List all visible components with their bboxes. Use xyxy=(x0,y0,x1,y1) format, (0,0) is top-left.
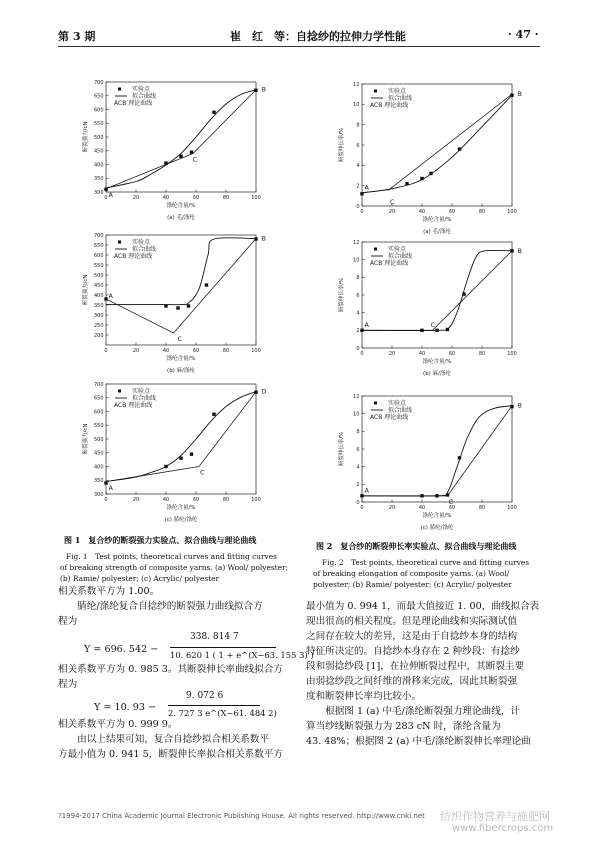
corr-line-2: 相关系数平方为 0. 985 3。其断裂伸长率曲线拟合方 xyxy=(58,664,283,675)
equation-2-fraction-bar xyxy=(168,705,260,706)
figure-1b-chart xyxy=(68,227,268,379)
x-tick-label: 0 xyxy=(104,497,108,503)
subfigure-label: (b) 麻/涤纶 xyxy=(423,371,451,377)
legend-marker-exp xyxy=(118,88,121,91)
legend-label-fit: 拟合曲线 xyxy=(132,93,157,100)
right-line-5: 段和弱捻纱段 [1]，在拉伸断裂过程中，其断裂主要 xyxy=(306,661,525,672)
x-tick-label: 80 xyxy=(478,505,486,511)
data-point xyxy=(179,155,182,158)
x-tick-label: 80 xyxy=(222,348,230,354)
x-tick-label: 80 xyxy=(222,497,230,503)
x-axis-label: 涤纶含量/% xyxy=(166,203,196,209)
legend-label-fit: 拟合曲线 xyxy=(388,407,413,414)
legend-label-exp: 实验点 xyxy=(132,388,151,395)
legend-label-exp: 实验点 xyxy=(388,400,407,407)
data-point xyxy=(360,329,363,332)
x-tick-label: 20 xyxy=(388,505,396,511)
data-point xyxy=(212,413,215,416)
data-point xyxy=(187,304,190,307)
x-tick-label: 40 xyxy=(418,505,426,511)
legend-label-exp: 实验点 xyxy=(132,239,151,246)
curve-point-label: B xyxy=(261,85,266,94)
y-tick-label: 10 xyxy=(353,257,360,264)
y-tick-label: 8 xyxy=(356,122,360,129)
issue-number: 第 3 期 xyxy=(58,30,96,43)
data-point xyxy=(190,452,193,455)
x-tick-label: 60 xyxy=(192,195,200,201)
x-axis-label: 涤纶含量/% xyxy=(166,356,196,362)
y-axis-label: 断裂强力/cN xyxy=(83,423,89,455)
subfigure-label: (a) 毛/涤纶 xyxy=(167,215,195,221)
y-tick-label: 200 xyxy=(93,332,104,339)
y-axis-label: 断裂伸长率/% xyxy=(339,127,345,163)
plot-frame xyxy=(362,242,512,348)
plot-frame xyxy=(362,396,512,502)
right-line-10: 43. 48%；根据图 2 (a) 中毛/涤纶断裂伸长率理论曲 xyxy=(306,736,531,747)
y-tick-label: 400 xyxy=(93,162,104,169)
figure-1-caption-en-3: (b) Ramie/ polyester; (c) Acrylic/ polyester xyxy=(60,574,220,583)
right-line-2: 现出很高的相关程度。但是理论曲线和实际测试值 xyxy=(306,616,518,627)
x-axis-label: 涤纶含量/% xyxy=(166,505,196,511)
figure-2c-chart xyxy=(324,388,524,536)
y-tick-label: 500 xyxy=(93,272,104,279)
curve-point-label: C xyxy=(448,498,454,506)
x-tick-label: 80 xyxy=(478,351,486,357)
figure-2-caption: 图 2 复合纱的断裂伸长率实验点、拟合曲线与理论曲线 xyxy=(316,541,517,551)
curve-point-label: B xyxy=(517,90,522,99)
subfigure-label: (b) 麻/涤纶 xyxy=(167,368,195,374)
x-tick-label: 0 xyxy=(360,209,364,215)
para-1-line-2: 程为 xyxy=(58,616,78,627)
curve-point-label: A xyxy=(364,486,369,495)
curve-point-label: D xyxy=(261,387,267,396)
y-axis-label: 断裂强力/cN xyxy=(83,121,89,153)
corr-line-2b: 程为 xyxy=(58,679,78,690)
y-tick-label: 650 xyxy=(93,395,104,402)
y-tick-label: 6 xyxy=(356,142,360,149)
equation-1-denominator: 10. 620 1 ( 1 + e^(X−63. 155 3) ) xyxy=(170,650,314,660)
x-axis-label: 涤纶含量/% xyxy=(422,513,452,519)
curve-point-label: B xyxy=(517,401,522,410)
right-line-3: 之间存在较大的差异，这是由于自捻纱本身的结构 xyxy=(306,631,518,642)
data-point xyxy=(446,328,449,331)
y-tick-label: 12 xyxy=(353,81,360,88)
right-line-1: 最小值为 0. 994 1，而最大值接近 1. 00，曲线拟合表 xyxy=(306,601,540,612)
curve-point-label: A xyxy=(108,483,113,492)
subfigure-label: (c) 腈纶/涤纶 xyxy=(420,525,454,531)
legend-marker-exp xyxy=(374,248,377,251)
curve-point-label: C xyxy=(430,321,436,330)
y-tick-label: 300 xyxy=(93,312,104,319)
data-point xyxy=(212,111,215,114)
equation-2-numerator: 9. 072 6 xyxy=(186,691,224,701)
curve-point-label: B xyxy=(261,234,266,243)
legend-label-fit: 拟合曲线 xyxy=(132,395,157,402)
y-tick-label: 6 xyxy=(356,292,360,299)
y-tick-label: 2 xyxy=(356,328,360,335)
data-point xyxy=(164,161,167,164)
data-point xyxy=(420,329,423,332)
y-tick-label: 350 xyxy=(93,176,104,183)
y-tick-label: 350 xyxy=(93,302,104,309)
x-tick-label: 40 xyxy=(418,209,426,215)
data-point xyxy=(205,283,208,286)
x-tick-label: 100 xyxy=(507,505,517,511)
x-tick-label: 60 xyxy=(192,497,200,503)
y-tick-label: 400 xyxy=(93,292,104,299)
right-line-4: 特征所决定的。自捻纱本身存在 2 种纱段：有捻纱 xyxy=(306,646,520,657)
x-tick-label: 80 xyxy=(478,209,486,215)
legend-marker-exp xyxy=(374,90,377,93)
equation-1-lhs: Y = 696. 542 − xyxy=(84,644,159,655)
data-point xyxy=(360,192,363,195)
x-tick-label: 80 xyxy=(222,195,230,201)
equation-1-numerator: 338. 814 7 xyxy=(190,632,239,642)
legend-label-exp: 实验点 xyxy=(132,86,151,93)
legend-label-theory: ACB 理论曲线 xyxy=(114,402,153,409)
y-tick-label: 8 xyxy=(356,429,360,436)
y-tick-label: 600 xyxy=(93,252,104,259)
curve-point-label: C xyxy=(192,155,198,164)
data-point xyxy=(458,456,461,459)
y-tick-label: 600 xyxy=(93,409,104,416)
data-point xyxy=(435,494,438,497)
y-tick-label: 2 xyxy=(356,183,360,190)
corr-line-1: 相关系数平方为 1.00。 xyxy=(58,586,160,597)
right-line-9: 算当纱线断裂强力为 283 cN 时，涤纶含量为 xyxy=(306,721,501,732)
data-point xyxy=(164,465,167,468)
y-tick-label: 600 xyxy=(93,107,104,114)
y-tick-label: 12 xyxy=(353,393,360,400)
y-tick-label: 650 xyxy=(93,93,104,100)
y-tick-label: 700 xyxy=(93,381,104,388)
figure-2-caption-en-3: polyester; (b) Ramie/ polyester; (c) Acrylic/ polyester xyxy=(313,580,512,589)
y-tick-label: 4 xyxy=(356,163,360,170)
data-point xyxy=(462,292,465,295)
figure-2a-chart xyxy=(324,76,524,240)
running-title: 崔 红 等：自捻纱的拉伸力学性能 xyxy=(230,30,406,43)
data-point xyxy=(420,494,423,497)
y-tick-label: 0 xyxy=(356,345,360,352)
x-tick-label: 40 xyxy=(418,351,426,357)
data-point xyxy=(179,457,182,460)
y-tick-label: 650 xyxy=(93,242,104,249)
y-axis-label: 断裂伸长率/% xyxy=(339,277,345,313)
y-tick-label: 2 xyxy=(356,482,360,489)
y-tick-label: 550 xyxy=(93,423,104,430)
data-point xyxy=(104,188,107,191)
y-tick-label: 400 xyxy=(93,464,104,471)
fit-curve xyxy=(106,238,256,305)
x-tick-label: 0 xyxy=(360,351,364,357)
subfigure-label: (a) 毛/涤纶 xyxy=(423,229,451,235)
y-tick-label: 450 xyxy=(93,450,104,457)
x-tick-label: 20 xyxy=(132,348,140,354)
para-2-line-1: 由以上结果可知，复合自捻纱拟合相关系数平 xyxy=(58,734,270,745)
figure-1-caption-en-2: of breaking strength of composite yarns. (a) Wool/ polyester; xyxy=(60,563,288,572)
data-point xyxy=(510,93,513,96)
figure-2-caption-en-2: of breaking elongation of composite yarns. (a) Wool/ xyxy=(313,569,510,578)
legend-label-fit: 拟合曲线 xyxy=(132,246,157,253)
right-line-8: 根据图 1 (a) 中毛/涤纶断裂强力理论曲线，计 xyxy=(306,706,520,717)
watermark-url: www.fibercrops.com xyxy=(452,823,554,834)
x-tick-label: 60 xyxy=(448,505,456,511)
curve-point-label: C xyxy=(200,468,205,477)
x-tick-label: 100 xyxy=(251,497,261,503)
x-tick-label: 100 xyxy=(507,209,517,215)
legend-label-theory: ACB 理论曲线 xyxy=(370,414,409,421)
y-tick-label: 0 xyxy=(356,499,360,506)
curve-point-label: A xyxy=(364,321,369,330)
data-point xyxy=(510,405,513,408)
x-tick-label: 60 xyxy=(448,351,456,357)
y-axis-label: 断裂伸长率/% xyxy=(339,431,345,467)
y-tick-label: 450 xyxy=(93,282,104,289)
x-tick-label: 60 xyxy=(448,209,456,215)
corr-line-3: 相关系数平方为 0. 999 9。 xyxy=(58,719,178,730)
x-tick-label: 0 xyxy=(360,505,364,511)
data-point xyxy=(254,237,257,240)
y-tick-label: 500 xyxy=(93,134,104,141)
legend-label-theory: ACB 理论曲线 xyxy=(114,253,153,260)
right-line-7: 度和断裂伸长率均比较小。 xyxy=(306,691,422,702)
data-point xyxy=(164,304,167,307)
para-2-line-2: 方最小值为 0. 941 5，断裂伸长率拟合相关系数平方 xyxy=(58,749,283,760)
y-tick-label: 250 xyxy=(93,322,104,329)
x-tick-label: 40 xyxy=(162,348,170,354)
plot-frame xyxy=(106,235,256,345)
legend-label-theory: ACB 理论曲线 xyxy=(114,100,153,107)
equation-2-lhs: Y = 10. 93 − xyxy=(94,702,157,713)
y-tick-label: 4 xyxy=(356,310,360,317)
y-axis-label: 断裂强力/cN xyxy=(83,274,89,306)
subfigure-label: (c) 腈纶/涤纶 xyxy=(164,517,198,523)
legend-label-exp: 实验点 xyxy=(388,88,407,95)
header-rule xyxy=(58,46,540,47)
y-tick-label: 350 xyxy=(93,478,104,485)
data-point xyxy=(405,182,408,185)
x-axis-label: 涤纶含量/% xyxy=(422,217,452,223)
y-tick-label: 6 xyxy=(356,446,360,453)
figure-1-caption: 图 1 复合纱的断裂强力实验点、拟合曲线与理论曲线 xyxy=(64,535,257,545)
data-point xyxy=(190,150,193,153)
x-tick-label: 20 xyxy=(388,351,396,357)
data-point xyxy=(360,494,363,497)
y-tick-label: 700 xyxy=(93,232,104,239)
curve-point-label: C xyxy=(177,335,183,343)
figure-1-caption-en-1: Fig. 1 Test points, theoretical curves and fitting curves xyxy=(66,552,277,561)
data-point xyxy=(104,297,107,300)
para-1-line-1: 腈纶/涤纶复合自捻纱的断裂强力曲线拟合方 xyxy=(58,601,263,612)
y-tick-label: 300 xyxy=(93,189,104,196)
curve-point-label: A xyxy=(108,190,113,199)
y-tick-label: 700 xyxy=(93,79,104,86)
x-tick-label: 0 xyxy=(104,195,108,201)
equation-2-denominator: 2. 727 3 e^(X−61. 484 2) xyxy=(168,708,277,718)
x-axis-label: 涤纶含量/% xyxy=(422,359,452,365)
x-tick-label: 20 xyxy=(132,195,140,201)
equation-1-fraction-bar xyxy=(170,647,276,648)
copyright-footer: ?1994-2017 China Academic Journal Electronic Publishing House. All rights reserved. http://www.cnki.net xyxy=(58,812,425,820)
data-point xyxy=(104,481,107,484)
legend-marker-exp xyxy=(118,390,121,393)
data-point xyxy=(254,391,257,394)
fit-curve xyxy=(362,95,512,193)
data-point xyxy=(435,329,438,332)
curve-point-label: B xyxy=(517,246,522,255)
x-tick-label: 100 xyxy=(251,195,261,201)
watermark-cn: 纺织作物营养与施肥网 xyxy=(440,810,550,823)
y-tick-label: 4 xyxy=(356,464,360,471)
y-tick-label: 550 xyxy=(93,121,104,128)
x-tick-label: 100 xyxy=(507,351,517,357)
x-tick-label: 40 xyxy=(162,195,170,201)
data-point xyxy=(176,306,179,309)
x-tick-label: 0 xyxy=(104,348,108,354)
data-point xyxy=(510,249,513,252)
y-tick-label: 8 xyxy=(356,275,360,282)
data-point xyxy=(420,177,423,180)
y-tick-label: 0 xyxy=(356,203,360,210)
y-tick-label: 500 xyxy=(93,436,104,443)
x-tick-label: 20 xyxy=(132,497,140,503)
data-point xyxy=(254,89,257,92)
legend-label-fit: 拟合曲线 xyxy=(388,95,413,102)
figure-1a-chart xyxy=(68,74,268,226)
y-tick-label: 550 xyxy=(93,262,104,269)
data-point xyxy=(458,147,461,150)
legend-label-theory: ACB 理论曲线 xyxy=(370,260,409,267)
legend-label-fit: 拟合曲线 xyxy=(388,253,413,260)
x-tick-label: 20 xyxy=(388,209,396,215)
y-tick-label: 450 xyxy=(93,148,104,155)
page-number: · 47 · xyxy=(508,28,539,41)
x-tick-label: 40 xyxy=(162,497,170,503)
y-tick-label: 10 xyxy=(353,102,360,109)
figure-1c-chart xyxy=(68,376,268,528)
x-tick-label: 60 xyxy=(192,348,200,354)
y-tick-label: 12 xyxy=(353,239,360,246)
legend-marker-exp xyxy=(118,241,121,244)
legend-label-theory: ACB 理论曲线 xyxy=(370,102,409,109)
plot-frame xyxy=(106,384,256,494)
curve-point-label: A xyxy=(108,292,113,300)
legend-label-exp: 实验点 xyxy=(388,246,407,253)
figure-2b-chart xyxy=(324,234,524,382)
y-tick-label: 300 xyxy=(93,491,104,498)
figure-2-caption-en-1: Fig. 2 Test points, theoretical curve and fitting curves xyxy=(322,558,530,567)
right-line-6: 由弱捻纱段之间纤维的滑移来完成，因此其断裂强 xyxy=(306,676,518,687)
data-point xyxy=(429,172,432,175)
x-tick-label: 100 xyxy=(251,348,261,354)
legend-marker-exp xyxy=(374,402,377,405)
curve-point-label: C xyxy=(390,197,395,206)
data-point xyxy=(446,493,449,496)
curve-point-label: A xyxy=(364,183,369,192)
y-tick-label: 10 xyxy=(353,411,360,418)
